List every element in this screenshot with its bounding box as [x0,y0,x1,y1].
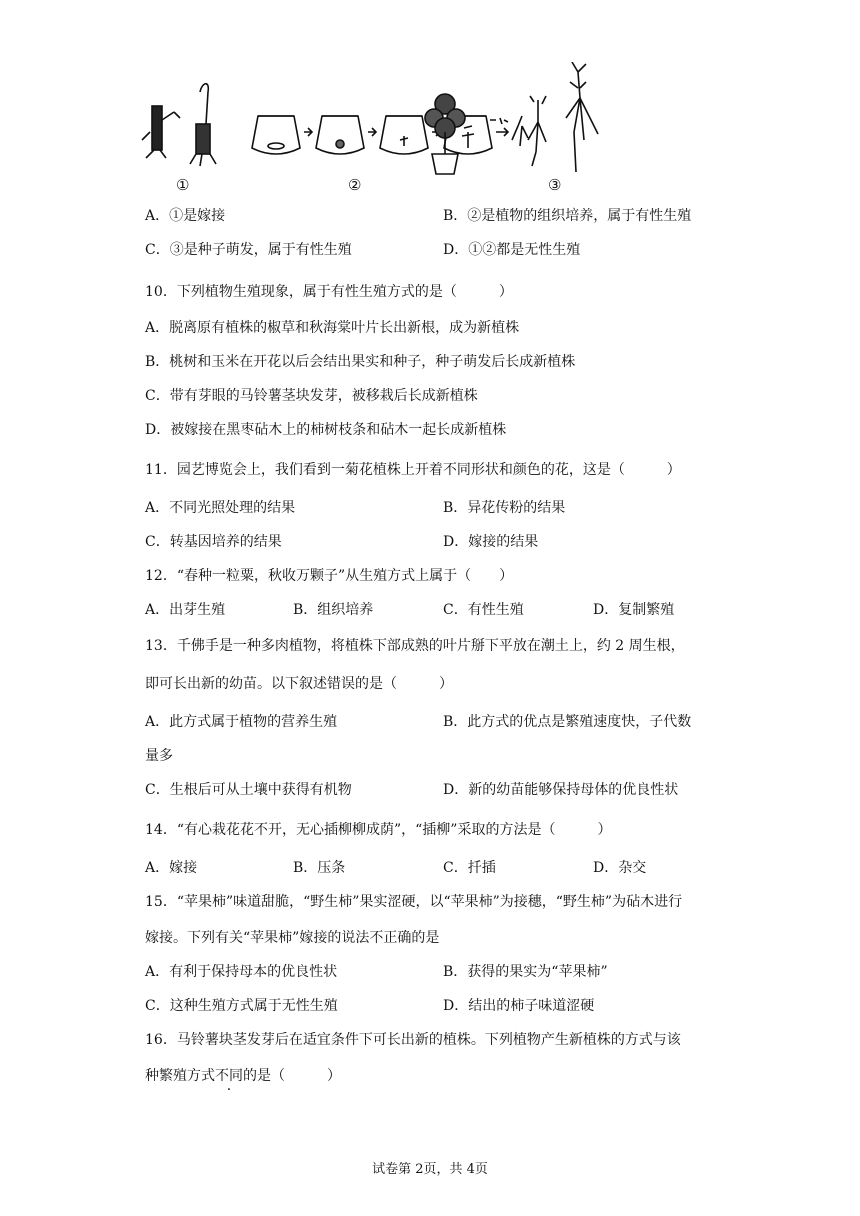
figure-label-3: ③ [548,176,562,194]
q13-option-b: B．此方式的优点是繁殖速度快，子代数 [443,714,692,730]
q13-stem-line1: 13．千佛手是一种多肉植物，将植株下部成熟的叶片掰下平放在潮土上，约 2 周生根， [145,638,685,654]
rooting-illustration [490,62,598,172]
q11-stem: 11．园艺博览会上，我们看到一菊花植株上开着不同形状和颜色的花，这是（ ） [145,462,681,478]
q10-option-c: C．带有芽眼的马铃薯茎块发芽，被移栽后长成新植株 [145,388,478,404]
q15-option-c: C．这种生殖方式属于无性生殖 [145,998,338,1014]
q11-option-c: C．转基因培养的结果 [145,534,282,550]
grafting-illustration [142,84,216,166]
propagation-figure [140,62,740,194]
q16-stem-post: 的是（ ） [243,1068,341,1084]
figure-label-2: ② [348,176,362,194]
q12-option-b: B．组织培养 [293,602,374,618]
q11-option-b: B．异花传粉的结果 [443,500,566,516]
q15-option-b: B．获得的果实为“苹果柿” [443,964,608,980]
q10-option-b: B．桃树和玉米在开花以后会结出果实和种子，种子萌发后长成新植株 [145,354,576,370]
q14-option-d: D．杂交 [593,860,647,876]
q12-option-a: A．出芽生殖 [145,602,226,618]
page-footer: 试卷第 2页，共 4页 [372,1162,488,1177]
q11-option-d: D．嫁接的结果 [443,534,539,550]
q10-stem: 10．下列植物生殖现象，属于有性生殖方式的是（ ） [145,284,513,300]
q15-option-d: D．结出的柿子味道涩硬 [443,998,595,1014]
q14-option-c: C．扦插 [443,860,496,876]
q16-stem-line2 [145,1066,341,1086]
q12-option-c: C．有性生殖 [443,602,524,618]
q10-option-d: D．被嫁接在黑枣砧木上的柿树枝条和砧木一起长成新植株 [145,422,507,438]
q12-option-d: D．复制繁殖 [593,602,675,618]
q11-option-a: A．不同光照处理的结果 [145,500,296,516]
q14-option-b: B．压条 [293,860,346,876]
figure-label-1: ① [176,176,190,194]
q15-stem-line1: 15．“苹果柿”味道甜脆，“野生柿”果实涩硬，以“苹果柿”为接穗，“野生柿”为砧木进行 [145,894,683,910]
q12-stem: 12．“春种一粒粟，秋收万颗子”从生殖方式上属于（ ） [145,568,514,584]
q9-option-b: B．②是植物的组织培养，属于有性生殖 [443,208,692,224]
q16-emphasis-word: 不同 [215,1068,243,1084]
q10-option-a: A．脱离原有植株的椒草和秋海棠叶片长出新根，成为新植株 [145,320,520,336]
q9-option-d: D．①②都是无性生殖 [443,242,581,258]
q15-option-a: A．有利于保持母本的优良性状 [145,964,338,980]
q13-option-a: A．此方式属于植物的营养生殖 [145,714,338,730]
q9-option-a: A．①是嫁接 [145,208,226,224]
q16-stem-line1: 16．马铃薯块茎发芽后在适宜条件下可长出新的植株。下列植物产生新植株的方式与该 [145,1032,681,1048]
q16-stem-pre: 种繁殖方式 [145,1068,215,1084]
q13-stem-line2: 即可长出新的幼苗。以下叙述错误的是（ ） [145,676,453,692]
q14-option-a: A．嫁接 [145,860,198,876]
tissue-culture-illustration [252,94,508,174]
q14-stem: 14．“有心栽花花不开，无心插柳柳成荫”，“插柳”采取的方法是（ ） [145,822,612,838]
q13-option-d: D．新的幼苗能够保持母体的优良性状 [443,782,679,798]
q13-option-b-continued: 量多 [145,748,173,764]
q13-option-c: C．生根后可从土壤中获得有机物 [145,782,352,798]
q15-stem-line2: 嫁接。下列有关“苹果柿”嫁接的说法不正确的是 [145,930,440,946]
q9-option-c: C．③是种子萌发，属于有性生殖 [145,242,352,258]
